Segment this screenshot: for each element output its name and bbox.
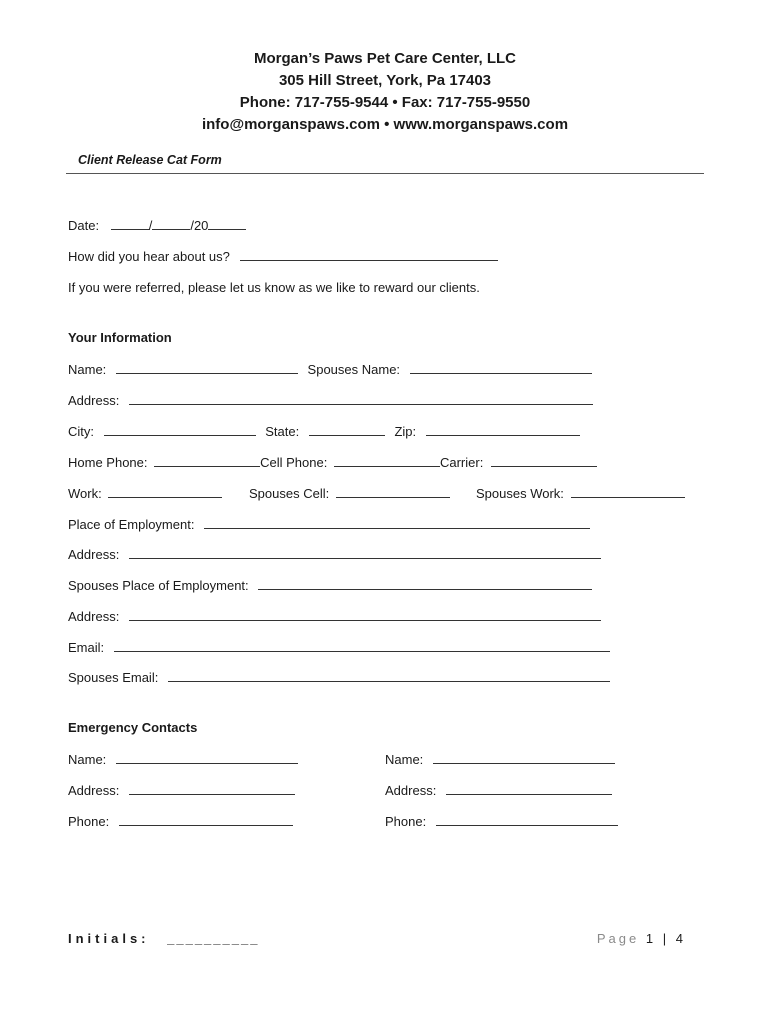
- emergency-right-name-field[interactable]: [433, 751, 615, 764]
- hear-label: How did you hear about us?: [68, 249, 230, 264]
- emergency-left-phone-row: [68, 813, 293, 831]
- spouses-cell-row: [249, 485, 450, 503]
- email-field[interactable]: [114, 639, 610, 652]
- city-field[interactable]: [104, 423, 256, 436]
- spouses-cell-label: Spouses Cell:: [249, 486, 330, 501]
- spouses-email-label: Spouses Email:: [68, 670, 159, 685]
- title-divider: [66, 173, 704, 174]
- emergency-left-phone-field[interactable]: [119, 813, 293, 826]
- emergency-right-name-label: Name:: [385, 752, 424, 767]
- date-year-field[interactable]: [208, 217, 246, 230]
- page-indicator: [597, 931, 686, 946]
- address-row: [68, 392, 593, 410]
- work-field[interactable]: [108, 485, 222, 498]
- spouses-work-label: Spouses Work:: [476, 486, 564, 501]
- date-row: [68, 217, 246, 235]
- employment-address-row: [68, 546, 601, 564]
- emergency-right-address-row: [385, 782, 612, 800]
- employment-address-label: Address:: [68, 547, 120, 562]
- employment-field[interactable]: [204, 516, 590, 529]
- page-separator: |: [662, 931, 670, 946]
- employment-label: Place of Employment:: [68, 517, 195, 532]
- spouses-cell-field[interactable]: [336, 485, 450, 498]
- employment-row: [68, 516, 590, 534]
- email-label: Email:: [68, 640, 105, 655]
- company-name: Morgan’s Paws Pet Care Center, LLC: [253, 50, 517, 67]
- home-phone-label: Home Phone:: [68, 455, 148, 470]
- spouses-work-row: [476, 485, 685, 503]
- company-phone-fax: Phone: 717-755-9544 • Fax: 717-755-9550: [239, 94, 531, 111]
- emergency-contacts-heading: Emergency Contacts: [68, 720, 198, 735]
- company-address: 305 Hill Street, York, Pa 17403: [278, 72, 492, 89]
- referral-note: If you were referred, please let us know as we like to reward our clients.: [68, 280, 480, 295]
- email-row: [68, 639, 610, 657]
- emergency-right-name-row: [385, 751, 615, 769]
- spouses-work-field[interactable]: [571, 485, 685, 498]
- emergency-left-name-field[interactable]: [116, 751, 298, 764]
- your-information-heading: Your Information: [68, 330, 172, 345]
- address-field[interactable]: [129, 392, 593, 405]
- home-phone-field[interactable]: [154, 454, 260, 467]
- name-row: [68, 361, 592, 379]
- address-label: Address:: [68, 393, 120, 408]
- date-month-field[interactable]: [111, 217, 149, 230]
- spouses-employment-address-label: Address:: [68, 609, 120, 624]
- initials-field[interactable]: __________: [167, 931, 260, 946]
- page-label: Page: [596, 931, 640, 946]
- city-row: [68, 423, 580, 441]
- spouses-email-field[interactable]: [168, 669, 610, 682]
- spouses-employment-address-row: [68, 608, 601, 626]
- emergency-right-phone-label: Phone:: [385, 814, 427, 829]
- emergency-left-address-field[interactable]: [129, 782, 295, 795]
- spouses-employment-address-field[interactable]: [129, 608, 601, 621]
- name-field[interactable]: [116, 361, 298, 374]
- cell-phone-label: Cell Phone:: [260, 455, 328, 470]
- emergency-right-address-label: Address:: [385, 783, 437, 798]
- initials-row: [68, 931, 259, 946]
- emergency-right-phone-row: [385, 813, 618, 831]
- cell-phone-field[interactable]: [334, 454, 440, 467]
- emergency-left-name-row: [68, 751, 298, 769]
- emergency-left-phone-label: Phone:: [68, 814, 110, 829]
- emergency-left-address-row: [68, 782, 295, 800]
- form-title: Client Release Cat Form: [78, 153, 222, 167]
- emergency-right-phone-field[interactable]: [436, 813, 618, 826]
- spouses-name-field[interactable]: [410, 361, 592, 374]
- hear-row: [68, 248, 498, 266]
- initials-label: Initials:: [68, 931, 150, 946]
- spouses-name-label: Spouses Name:: [307, 362, 401, 377]
- date-separator: /: [148, 218, 153, 233]
- work-row: [68, 485, 222, 503]
- date-label: Date:: [68, 218, 100, 233]
- name-label: Name:: [68, 362, 107, 377]
- city-label: City:: [68, 424, 94, 439]
- emergency-left-name-label: Name:: [68, 752, 107, 767]
- state-label: State:: [265, 424, 300, 439]
- page-number: 1: [645, 931, 657, 946]
- spouses-email-row: [68, 669, 610, 687]
- spouses-employment-row: [68, 577, 592, 595]
- carrier-field[interactable]: [491, 454, 597, 467]
- emergency-left-address-label: Address:: [68, 783, 120, 798]
- zip-field[interactable]: [426, 423, 580, 436]
- work-label: Work:: [68, 486, 102, 501]
- zip-label: Zip:: [394, 424, 417, 439]
- hear-field[interactable]: [240, 248, 498, 261]
- spouses-employment-label: Spouses Place of Employment:: [68, 578, 249, 593]
- spouses-employment-field[interactable]: [258, 577, 592, 590]
- date-year-prefix: /20: [190, 218, 209, 233]
- phone-row: [68, 454, 597, 472]
- carrier-label: Carrier:: [439, 455, 484, 470]
- date-day-field[interactable]: [152, 217, 190, 230]
- page-total: 4: [675, 931, 686, 946]
- employment-address-field[interactable]: [129, 546, 601, 559]
- state-field[interactable]: [309, 423, 385, 436]
- company-email-web: info@morganspaws.com • www.morganspaws.com: [201, 116, 569, 133]
- emergency-right-address-field[interactable]: [446, 782, 612, 795]
